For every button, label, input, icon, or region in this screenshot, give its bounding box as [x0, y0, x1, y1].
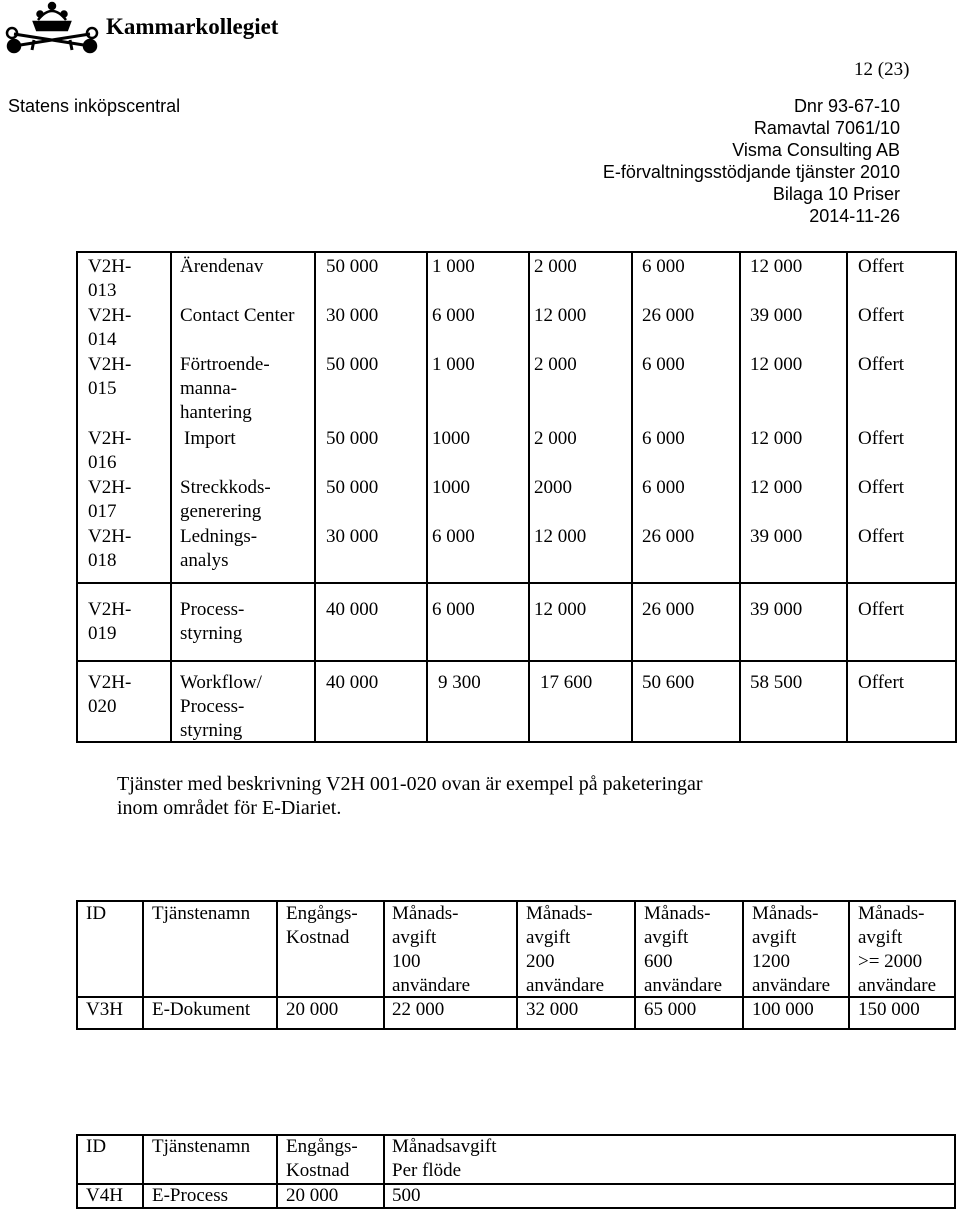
row-id: [88, 476, 131, 524]
price-cell: 6 000: [642, 428, 685, 449]
service-name-line: generering: [180, 501, 262, 522]
column-header: [286, 902, 358, 950]
header-line: avgift: [392, 927, 437, 948]
price-cell: 2000: [534, 477, 572, 498]
id-line: V2H-: [88, 672, 132, 693]
service-name-line: styrning: [180, 623, 243, 644]
organization-name: Statens inköpscentral: [8, 96, 181, 116]
column-header: [752, 902, 830, 998]
table-cell: 500: [392, 1185, 421, 1206]
paragraph-line: inom området för E-Diariet.: [117, 797, 342, 819]
price-cell: 40 000: [326, 599, 379, 620]
table-cell: 20 000: [286, 999, 339, 1020]
id-line: V2H-: [88, 305, 132, 326]
dnr-line: Dnr 93-67-10: [793, 96, 900, 116]
id-line: 020: [88, 696, 117, 717]
id-line: V2H-: [88, 526, 132, 547]
price-cell: 1000: [432, 477, 470, 498]
column-header: [858, 902, 936, 998]
date-line: 2014-11-26: [809, 206, 900, 226]
service-name: [180, 671, 262, 743]
service-name-line: Import: [184, 428, 236, 449]
header-line: Månads-: [526, 903, 593, 924]
column-header: [152, 1135, 250, 1159]
service-name: [180, 598, 244, 646]
header-line: avgift: [858, 927, 903, 948]
price-cell: 6 000: [432, 305, 475, 326]
column-header: [286, 1135, 358, 1183]
price-cell: Offert: [858, 599, 905, 620]
price-cell: 6 000: [642, 354, 685, 375]
row-id: [88, 304, 131, 352]
id-line: 017: [88, 501, 117, 522]
id-line: 016: [88, 452, 117, 473]
price-cell: 30 000: [326, 526, 379, 547]
table-cell: E-Process: [152, 1185, 228, 1206]
price-cell: 2 000: [534, 354, 577, 375]
service-line: E-förvaltningsstödjande tjänster 2010: [602, 162, 900, 182]
id-line: 019: [88, 623, 117, 644]
price-cell: 2 000: [534, 428, 577, 449]
service-name-line: Ärendenav: [180, 256, 264, 277]
price-cell: 12 000: [750, 256, 803, 277]
price-cell: 50 000: [326, 428, 379, 449]
header-line: >= 2000: [858, 951, 923, 972]
price-cell: 50 000: [326, 256, 379, 277]
header-line: användare: [858, 975, 937, 996]
header-line: användare: [752, 975, 831, 996]
v4h-price-table: [76, 1134, 956, 1209]
table-cell: V4H: [86, 1185, 123, 1206]
price-cell: 6 000: [432, 526, 475, 547]
header-line: Kostnad: [286, 927, 350, 948]
appendix-line: Bilaga 10 Priser: [772, 184, 900, 204]
price-cell: 12 000: [750, 428, 803, 449]
header-line: Kostnad: [286, 1160, 350, 1181]
header-line: Månads-: [392, 903, 459, 924]
header-line: 200: [526, 951, 555, 972]
price-cell: 1000: [432, 428, 470, 449]
header-line: ID: [86, 1136, 107, 1157]
id-line: 013: [88, 280, 117, 301]
price-cell: 6 000: [642, 256, 685, 277]
price-cell: 9 300: [438, 672, 481, 693]
price-cell: Offert: [858, 477, 905, 498]
v2h-price-table: [76, 251, 957, 743]
header-line: Månads-: [644, 903, 711, 924]
service-name: [184, 427, 236, 451]
id-line: 015: [88, 378, 117, 399]
v3h-price-table: [76, 900, 956, 1030]
service-name-line: Process-: [180, 696, 245, 717]
column-header: [86, 1135, 106, 1159]
service-name-line: Contact Center: [180, 305, 295, 326]
price-cell: Offert: [858, 305, 905, 326]
price-cell: 26 000: [642, 599, 695, 620]
header-line: användare: [644, 975, 723, 996]
paragraph-line: Tjänster med beskrivning V2H 001-020 ovan är exempel på paketeringar: [117, 773, 703, 795]
price-cell: 40 000: [326, 672, 379, 693]
price-cell: 2 000: [534, 256, 577, 277]
service-name-line: hantering: [180, 402, 252, 423]
price-cell: 50 600: [642, 672, 695, 693]
table-cell: 65 000: [644, 999, 697, 1020]
price-cell: 30 000: [326, 305, 379, 326]
table-cell: 100 000: [752, 999, 814, 1020]
row-id: [88, 427, 131, 475]
price-cell: 26 000: [642, 526, 695, 547]
price-cell: Offert: [858, 672, 905, 693]
price-cell: 12 000: [750, 477, 803, 498]
price-cell: Offert: [858, 354, 905, 375]
price-cell: Offert: [858, 526, 905, 547]
service-name-line: analys: [180, 550, 229, 571]
header-line: användare: [392, 975, 471, 996]
price-cell: 17 600: [540, 672, 593, 693]
header-line: avgift: [526, 927, 571, 948]
service-name: [180, 476, 271, 524]
table-cell: 22 000: [392, 999, 445, 1020]
table-cell: 20 000: [286, 1185, 339, 1206]
price-cell: 12 000: [534, 305, 587, 326]
id-line: V2H-: [88, 354, 132, 375]
ramavtal-line: Ramavtal 7061/10: [753, 118, 900, 138]
column-header: [86, 902, 106, 926]
service-name-line: manna-: [180, 378, 237, 399]
description-paragraph: [117, 772, 703, 820]
header-line: Månads-: [752, 903, 819, 924]
header-line: Per flöde: [392, 1160, 462, 1181]
price-cell: Offert: [858, 256, 905, 277]
header-line: avgift: [644, 927, 689, 948]
row-id: [88, 255, 131, 303]
header-line: 1200: [752, 951, 790, 972]
service-name-line: Process-: [180, 599, 245, 620]
price-cell: 50 000: [326, 477, 379, 498]
price-cell: 12 000: [534, 599, 587, 620]
column-header: [644, 902, 722, 998]
price-cell: 6 000: [432, 599, 475, 620]
price-cell: 12 000: [534, 526, 587, 547]
price-cell: 39 000: [750, 526, 803, 547]
column-header: [526, 902, 604, 998]
header-line: användare: [526, 975, 605, 996]
table-cell: 150 000: [858, 999, 920, 1020]
service-name-line: Streckkods-: [180, 477, 271, 498]
price-cell: 1 000: [432, 354, 475, 375]
id-line: 014: [88, 329, 117, 350]
column-header: [392, 1135, 496, 1183]
price-cell: 50 000: [326, 354, 379, 375]
row-id: [88, 598, 131, 646]
price-cell: Offert: [858, 428, 905, 449]
header-line: 600: [644, 951, 673, 972]
price-cell: 6 000: [642, 477, 685, 498]
price-cell: 39 000: [750, 305, 803, 326]
service-name: [180, 353, 270, 425]
price-cell: 58 500: [750, 672, 803, 693]
price-cell: 39 000: [750, 599, 803, 620]
id-line: V2H-: [88, 256, 132, 277]
service-name-line: Förtroende-: [180, 354, 270, 375]
column-header: [392, 902, 470, 998]
header-line: avgift: [752, 927, 797, 948]
page-number: 12 (23): [854, 59, 910, 80]
id-line: 018: [88, 550, 117, 571]
service-name: [180, 525, 257, 573]
column-header: [152, 902, 250, 926]
header-line: Månadsavgift: [392, 1136, 497, 1157]
header-line: Månads-: [858, 903, 925, 924]
header-line: Tjänstenamn: [152, 1136, 251, 1157]
service-name-line: styrning: [180, 720, 243, 741]
row-id: [88, 525, 131, 573]
crown-keys-logo: [4, 0, 100, 62]
table-cell: E-Dokument: [152, 999, 251, 1020]
service-name: [180, 255, 263, 279]
price-cell: 26 000: [642, 305, 695, 326]
id-line: V2H-: [88, 599, 132, 620]
row-id: [88, 353, 131, 401]
id-line: V2H-: [88, 428, 132, 449]
table-cell: V3H: [86, 999, 123, 1020]
service-name: [180, 304, 295, 328]
service-name-line: Workflow/: [180, 672, 262, 693]
id-line: V2H-: [88, 477, 132, 498]
header-line: ID: [86, 903, 107, 924]
header-line: Tjänstenamn: [152, 903, 251, 924]
supplier-line: Visma Consulting AB: [732, 140, 900, 160]
table-cell: 32 000: [526, 999, 579, 1020]
service-name-line: Lednings-: [180, 526, 258, 547]
price-cell: 1 000: [432, 256, 475, 277]
brand-name: Kammarkollegiet: [106, 14, 279, 39]
price-cell: 12 000: [750, 354, 803, 375]
header-line: 100: [392, 951, 421, 972]
header-line: Engångs-: [286, 903, 358, 924]
row-id: [88, 671, 131, 719]
header-line: Engångs-: [286, 1136, 358, 1157]
